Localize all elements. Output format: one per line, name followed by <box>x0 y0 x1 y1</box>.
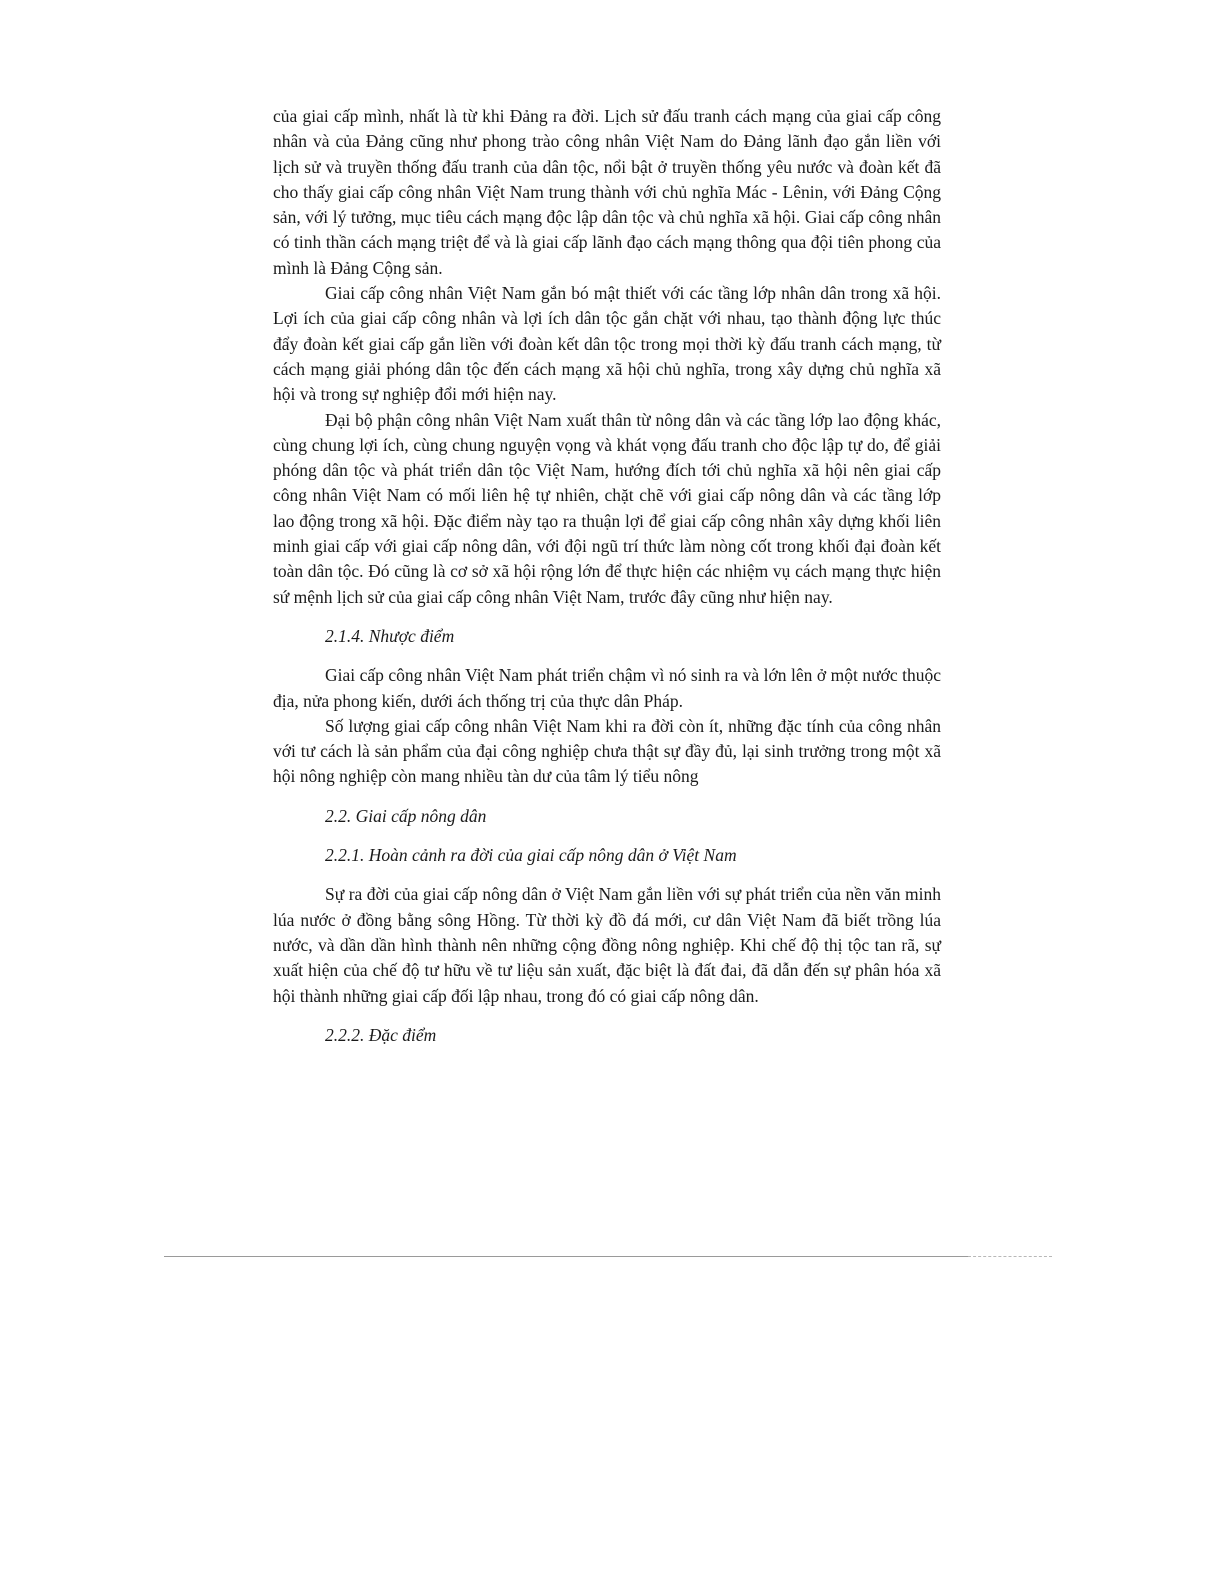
heading-peasant-class: 2.2. Giai cấp nông dân <box>325 805 487 826</box>
page-break-line-dashed <box>968 1256 1052 1257</box>
paragraph-slow-development: Giai cấp công nhân Việt Nam phát triển chậm vì nó sinh ra và lớn lên ở một nước thuộc địa, nửa phong kiến, dưới ách thống trị của thực dân Pháp. <box>273 665 941 711</box>
paragraph-worker-origin: Đại bộ phận công nhân Việt Nam xuất thân từ nông dân và các tầng lớp lao động khác, cùng chung lợi ích, cùng chung nguyện vọng và khát vọng đấu tranh cho độc lập tự do, để giải phóng dân tộc và phát triển dân tộc Việt Nam, hướng đích tới chủ nghĩa xã hội nên giai cấp công nhân Việt Nam có mối liên hệ tự nhiên, chặt chẽ với giai cấp nông dân và các tầng lớp lao động trong xã hội. Đặc điểm này tạo ra thuận lợi để giai cấp công nhân xây dựng khối liên minh giai cấp với giai cấp nông dân, với đội ngũ trí thức làm nòng cốt trong khối đại đoàn kết toàn dân tộc. Đó cũng là cơ sở xã hội rộng lớn để thực hiện các nhiệm vụ cách mạng thực hiện sứ mệnh lịch sử của giai cấp công nhân Việt Nam, trước đây cũng như hiện nay. <box>273 409 941 607</box>
heading-peasant-origin: 2.2.1. Hoàn cảnh ra đời của giai cấp nông dân ở Việt Nam <box>325 845 737 866</box>
heading-weaknesses: 2.1.4. Nhược điểm <box>325 625 455 646</box>
page-break-line <box>164 1256 968 1257</box>
heading-peasant-characteristics: 2.2.2. Đặc điểm <box>325 1024 437 1045</box>
paragraph-peasant-origin: Sự ra đời của giai cấp nông dân ở Việt Nam gắn liền với sự phát triển của nền văn minh lúa nước ở đồng bằng sông Hồng. Từ thời kỳ đồ đá mới, cư dân Việt Nam đã biết trồng lúa nước, và dần dần hình thành nên những cộng đồng nông nghiệp. Khi chế độ thị tộc tan rã, sự xuất hiện của chế độ tư hữu về tư liệu sản xuất, đặc biệt là đất đai, đã dẫn đến sự phân hóa xã hội thành những giai cấp đối lập nhau, trong đó có giai cấp nông dân. <box>273 884 941 1006</box>
page-body <box>273 104 941 1048</box>
paragraph-continuation: của giai cấp mình, nhất là từ khi Đảng ra đời. Lịch sử đấu tranh cách mạng của giai cấp công nhân và của Đảng cũng như phong trào công nhân Việt Nam do Đảng lãnh đạo gắn liền với lịch sử và truyền thống đấu tranh của dân tộc, nổi bật ở truyền thống yêu nước và đoàn kết đã cho thấy giai cấp công nhân Việt Nam trung thành với chủ nghĩa Mác - Lênin, với Đảng Cộng sản, với lý tưởng, mục tiêu cách mạng độc lập dân tộc và chủ nghĩa xã hội. Giai cấp công nhân có tinh thần cách mạng triệt để và là giai cấp lãnh đạo cách mạng thông qua đội tiên phong của mình là Đảng Cộng sản. <box>273 106 941 278</box>
paragraph-worker-people-bond: Giai cấp công nhân Việt Nam gắn bó mật thiết với các tầng lớp nhân dân trong xã hội. Lợi ích của giai cấp công nhân và lợi ích dân tộc gắn chặt với nhau, tạo thành động lực thúc đẩy đoàn kết giai cấp gắn liền với đoàn kết dân tộc trong mọi thời kỳ đấu tranh cách mạng, từ cách mạng giải phóng dân tộc đến cách mạng xã hội chủ nghĩa, trong xây dựng chủ nghĩa xã hội và trong sự nghiệp đổi mới hiện nay. <box>273 283 941 405</box>
paragraph-small-number: Số lượng giai cấp công nhân Việt Nam khi ra đời còn ít, những đặc tính của công nhân với tư cách là sản phẩm của đại công nghiệp chưa thật sự đầy đủ, lại sinh trưởng trong một xã hội nông nghiệp còn mang nhiều tàn dư của tâm lý tiểu nông <box>273 715 941 787</box>
